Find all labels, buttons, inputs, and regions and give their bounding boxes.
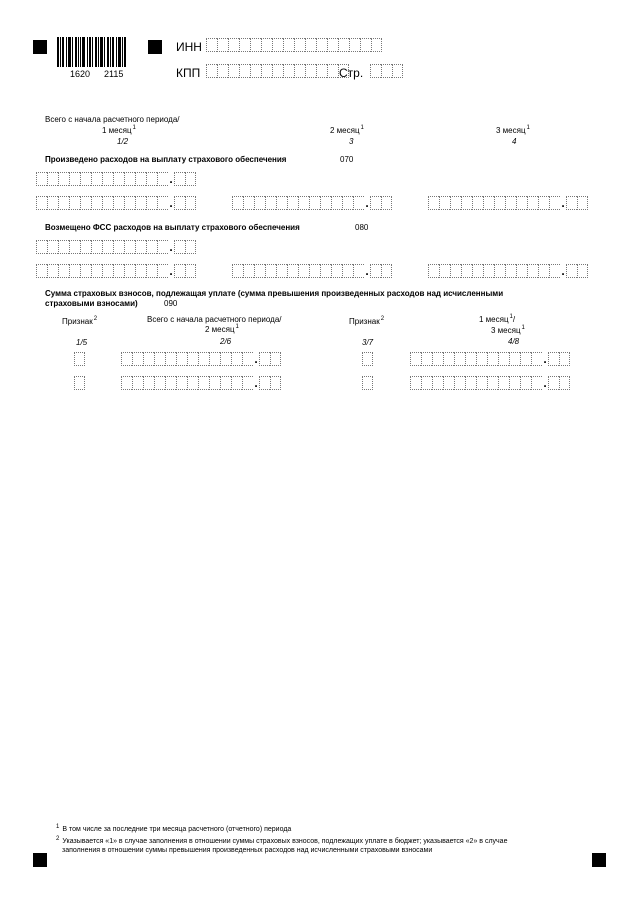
footnote-1 (56, 825, 291, 834)
page-number-field[interactable] (370, 64, 403, 78)
row070-month3-field[interactable]: . (428, 196, 588, 210)
row080-total-field[interactable]: . (36, 240, 196, 254)
col1-code: 2/6 (220, 337, 232, 346)
col2-sub (491, 326, 525, 336)
inn-field[interactable] (206, 38, 382, 52)
month1-text: 1 месяц (102, 126, 132, 135)
col1-sub-text: 2 месяц (205, 325, 235, 334)
month3-text: 3 месяц (496, 126, 526, 135)
footnote-2-num: 2 (56, 835, 60, 842)
footnote-ref-2b: 2 (380, 316, 385, 323)
month3-label (496, 126, 530, 136)
col2-sub-text: 3 месяц (491, 326, 521, 335)
footnote-2-text: Указывается «1» в случае заполнения в отношении суммы страховых взносов, подлежащих уплате в бюджет; указывается «2» в случае (62, 838, 508, 845)
month2-label (330, 126, 364, 136)
row070-code: 070 (340, 155, 354, 164)
footnote-1-num: 1 (56, 823, 60, 830)
sign1-code: 1/5 (76, 338, 88, 347)
row090-col2-field-b[interactable]: . (410, 376, 570, 390)
row090-col1-field-b[interactable]: . (121, 376, 281, 390)
col2-code: 4/8 (508, 337, 520, 346)
footnote-2 (56, 837, 507, 846)
col1-title: Всего с начала расчетного периода/ (147, 315, 282, 324)
footnote-2-cont: заполнения в отношении суммы превышения произведенных расходов над исчисленными страховыми взносами (62, 847, 433, 854)
row090-col2-field-a[interactable]: . (410, 352, 570, 366)
row090-col1-field-a[interactable]: . (121, 352, 281, 366)
month1-label (102, 126, 136, 136)
kpp-label: КПП (176, 66, 201, 80)
sign2-code: 3/7 (362, 338, 374, 347)
col2-sep: / (512, 315, 516, 324)
footnote-ref-1f: 1 (521, 325, 525, 332)
row080-label: Возмещено ФСС расходов на выплату страхового обеспечения (45, 223, 300, 232)
sign2-text: Признак (349, 317, 380, 326)
section1-title: Всего с начала расчетного периода/ (45, 115, 180, 124)
month2-text: 2 месяц (330, 126, 360, 135)
sign1-label (62, 317, 97, 327)
row080-month3-field[interactable]: . (428, 264, 588, 278)
kpp-field[interactable] (206, 64, 349, 78)
corner-marker-bottom-right (592, 853, 606, 867)
barcode-number-2: 2115 (104, 69, 124, 79)
month2-code: 3 (349, 137, 354, 146)
month1-code: 1/2 (117, 137, 129, 146)
footnote-ref-2a: 2 (93, 316, 98, 323)
inn-label: ИНН (176, 40, 202, 54)
row080-month1-field[interactable]: . (36, 264, 196, 278)
footnote-1-text: В том числе за последние три месяца расчетного (отчетного) периода (62, 826, 292, 833)
row070-total-field[interactable]: . (36, 172, 196, 186)
row080-month2-field[interactable]: . (232, 264, 392, 278)
corner-marker-bottom-left (33, 853, 47, 867)
sign1-text: Признак (62, 317, 93, 326)
row070-month1-field[interactable]: . (36, 196, 196, 210)
row070-label: Произведено расходов на выплату страхового обеспечения (45, 155, 287, 164)
footnote-ref-1b: 1 (360, 125, 364, 132)
row090-sign2-field-b[interactable] (362, 376, 373, 390)
col2-title (479, 315, 515, 325)
sign2-label (349, 317, 384, 327)
col1-sub (205, 325, 239, 335)
row090-sign2-field-a[interactable] (362, 352, 373, 366)
footnote-ref-1c: 1 (526, 125, 530, 132)
footnote-ref-1d: 1 (235, 324, 239, 331)
footnote-ref-1: 1 (132, 125, 136, 132)
barcode-number-1: 1620 (70, 69, 91, 79)
row090-label-line2: страховыми взносами) (45, 299, 138, 308)
corner-marker-top-mid (148, 40, 162, 54)
col2-title-text: 1 месяц (479, 315, 509, 324)
corner-marker-top-left (33, 40, 47, 54)
row090-sign1-field-a[interactable] (74, 352, 85, 366)
row080-code: 080 (355, 223, 369, 232)
row070-month2-field[interactable]: . (232, 196, 392, 210)
page-label: Стр. (339, 66, 364, 80)
row090-label-line1: Сумма страховых взносов, подлежащая уплате (сумма превышения произведенных расходов над исчисленными (45, 289, 504, 298)
barcode (57, 37, 126, 67)
month3-code: 4 (512, 137, 517, 146)
footnote-ref-1e: 1 (509, 314, 513, 321)
row090-code: 090 (164, 299, 178, 308)
row090-sign1-field-b[interactable] (74, 376, 85, 390)
